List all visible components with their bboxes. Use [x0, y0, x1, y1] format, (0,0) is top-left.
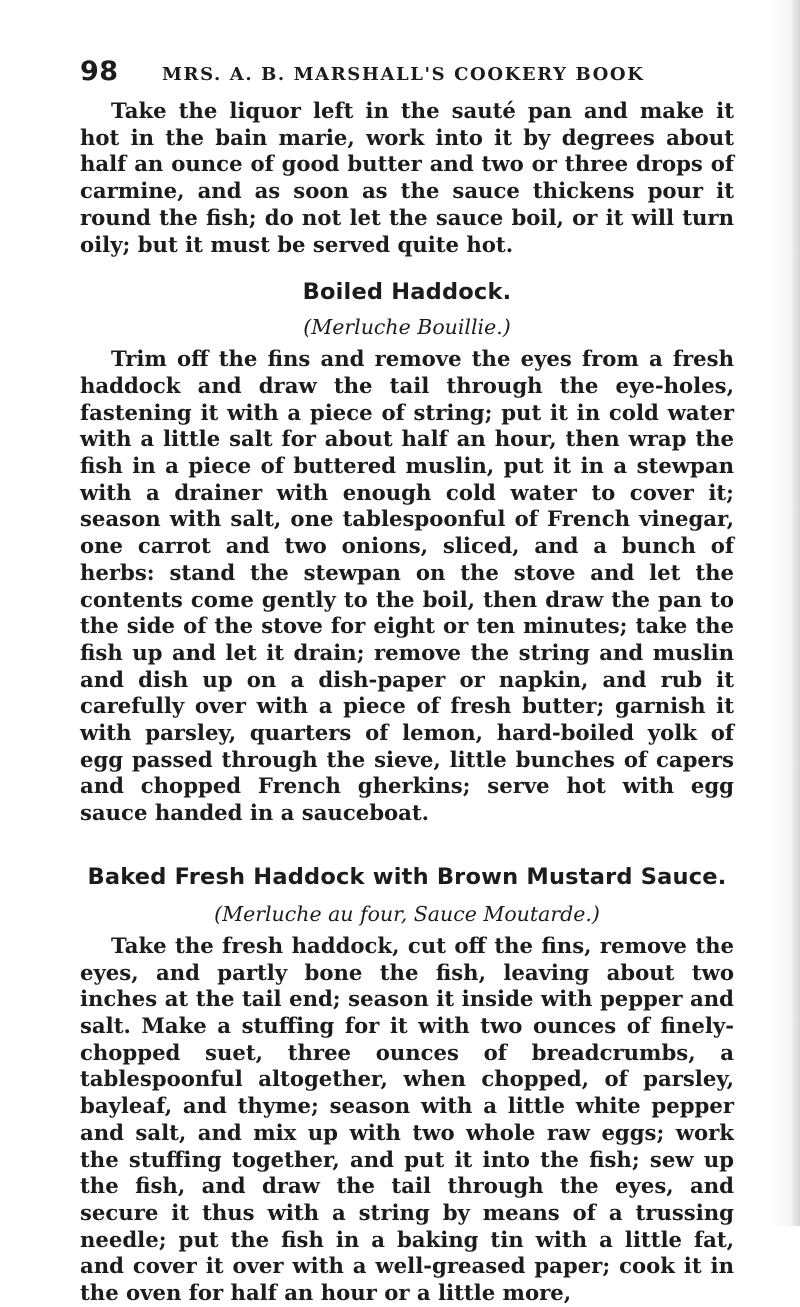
section-spacer	[80, 827, 734, 863]
page-content	[80, 98, 734, 1307]
book-title: MRS. A. B. MARSHALL'S COOKERY BOOK	[162, 64, 645, 85]
recipe-title-baked-haddock: Baked Fresh Haddock with Brown Mustard Sauce.	[87, 863, 727, 890]
section-spacer	[80, 306, 734, 314]
page-number: 98	[80, 56, 119, 87]
section-spacer	[80, 258, 734, 278]
recipe-body-baked-haddock: Take the fresh haddock, cut off the fins, remove the eyes, and partly bone the fish, leaving about two inches at the tail end; season it inside with pepper and salt. Make a stuffing for it with two ounces of finely-chopped suet, three ounces of breadcrumbs, a tablespoonful altogether, when chopped, of parsley, bayleaf, and thyme; season with a little white pepper and salt, and mix up with two whole raw eggs; work the stuffing together, and put it into the fish; sew up the fish, and draw the tail through the eyes, and secure it thus with a string by means of a trussing needle; put the fish in a baking tin with a little fat, and cover it over with a well-greased paper; cook it in the oven for half an hour or a little more,	[80, 932, 734, 1306]
running-head	[80, 56, 720, 90]
page-edge-shadow	[790, 0, 800, 1226]
recipe-french-title-boiled-haddock: (Merluche Bouillie.)	[303, 315, 511, 340]
recipe-french-title-baked-haddock: (Merluche au four, Sauce Moutarde.)	[214, 901, 600, 926]
section-spacer	[80, 891, 734, 901]
intro-paragraph: Take the liquor left in the sauté pan and make it hot in the bain marie, work into it by degrees about half an ounce of good butter and two or three drops of carmine, and as soon as the sauce thickens pour it round the fish; do not let the sauce boil, or it will turn oily; but it must be served quite hot.	[80, 98, 734, 257]
recipe-title-boiled-haddock: Boiled Haddock.	[302, 279, 512, 306]
recipe-body-boiled-haddock: Trim off the fins and remove the eyes from a fresh haddock and draw the tail through the eye-holes, fastening it with a piece of string; put it in cold water with a little salt for about half an hour, then wrap the fish in a piece of buttered muslin, put it in a stewpan with a drainer with enough cold water to cover it; season with salt, one tablespoonful of French vinegar, one carrot and two onions, sliced, and a bunch of herbs: stand the stewpan on the stove and let the contents come gently to the boil, then draw the pan to the side of the stove for eight or ten minutes; take the fish up and let it drain; remove the string and muslin and dish up on a dish-paper or napkin, and rub it carefully over with a piece of fresh butter; garnish it with parsley, quarters of lemon, hard-boiled yolk of egg passed through the sieve, little bunches of capers and chopped French gherkins; serve hot with egg sauce handed in a sauceboat.	[80, 346, 734, 826]
